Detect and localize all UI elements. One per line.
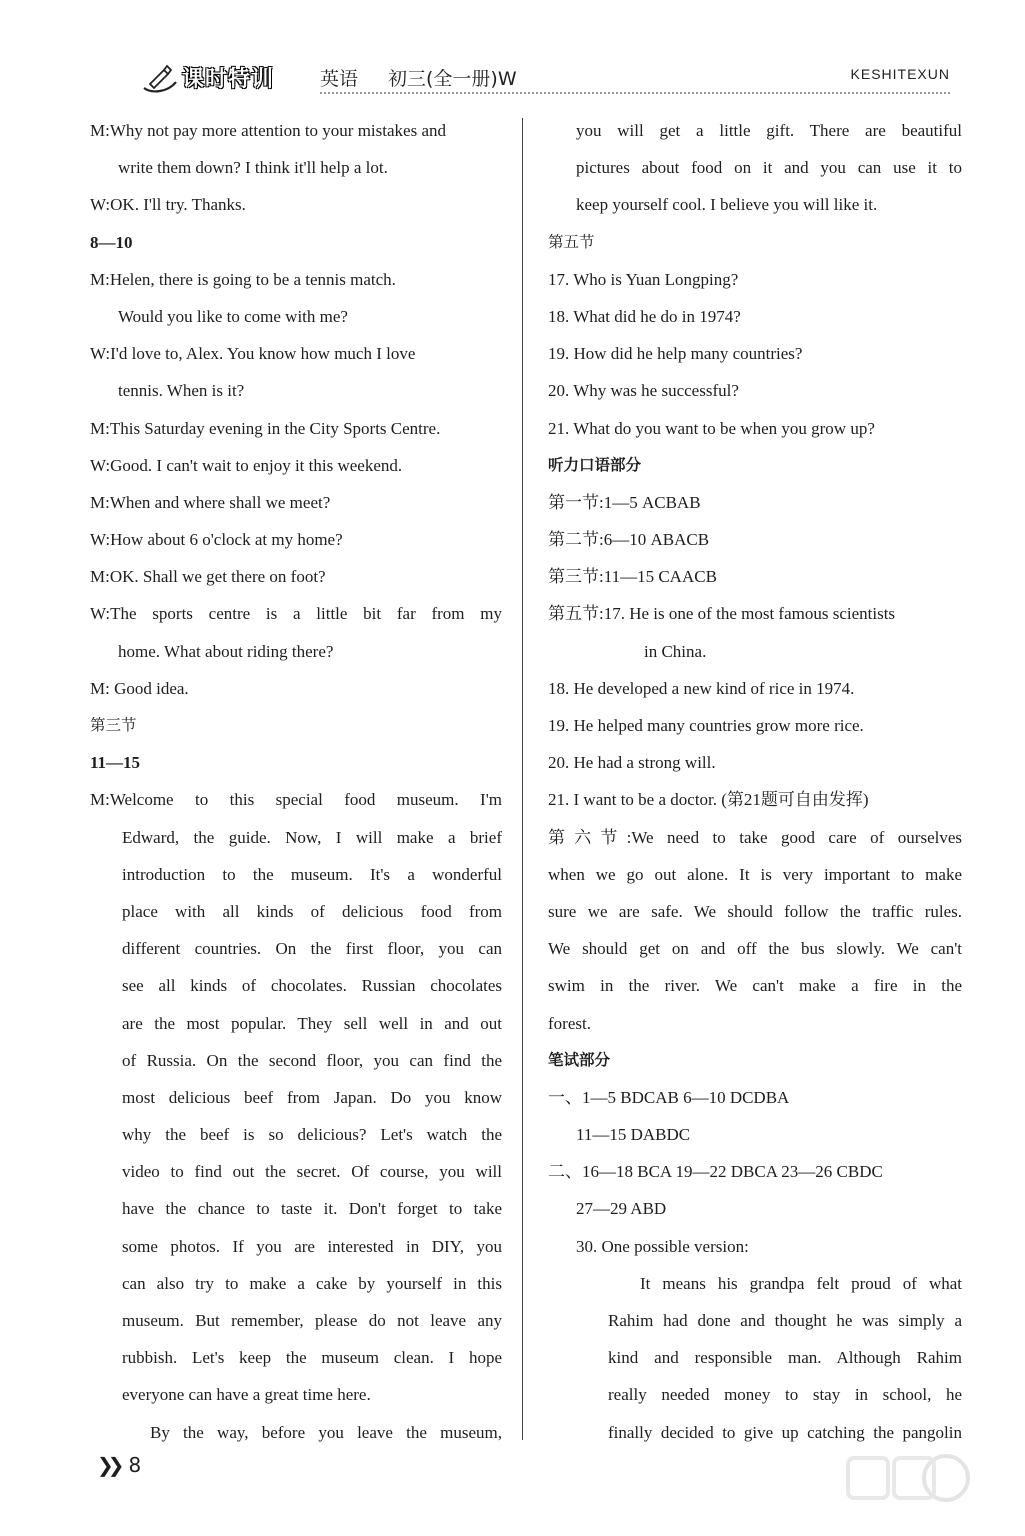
left-text-line: place with all kinds of delicious food from: [122, 901, 502, 921]
left-text-line: are the most popular. They sell well in and out: [122, 1013, 502, 1033]
right-text-line: 二、16—18 BCA 19—22 DBCA 23—26 CBDC: [548, 1162, 883, 1182]
left-text-line: W:Good. I can't wait to enjoy it this weekend.: [90, 455, 403, 475]
right-text-line: 21. What do you want to be when you grow up?: [548, 418, 875, 438]
right-text-line: 21. I want to be a doctor. (第21题可自由发挥): [548, 790, 869, 810]
left-text-line: museum. But remember, please do not leave any: [122, 1311, 502, 1330]
left-text-line: some photos. If you are interested in DIY, you: [122, 1236, 502, 1256]
left-text-line: tennis. When is it?: [118, 381, 245, 401]
left-text-line: introduction to the museum. It's a wonderful: [122, 864, 502, 884]
right-text-line: in China.: [644, 641, 707, 661]
subject-label: 英语: [320, 68, 359, 90]
left-text-line: of Russia. On the second floor, you can find the: [122, 1050, 502, 1070]
right-text-line: kind and responsible man. Although Rahim: [608, 1348, 962, 1368]
right-text-line: 11—15 DABDC: [576, 1125, 691, 1145]
left-text-line: 8—10: [90, 232, 133, 252]
series-logo: 课时特训: [182, 67, 275, 92]
left-text-line: W:The sports centre is a little bit far from my: [90, 604, 502, 624]
right-text-line: 17. Who is Yuan Longping?: [548, 269, 739, 289]
right-text-line: when we go out alone. It is very important to make: [548, 864, 962, 884]
right-text-line: 第五节: [548, 232, 595, 251]
right-text-line: 18. What did he do in 1974?: [548, 306, 741, 326]
right-text-line: 20. Why was he successful?: [548, 381, 739, 401]
left-text-line: W:How about 6 o'clock at my home?: [90, 530, 343, 550]
right-text-line: you will get a little gift. There are beautiful: [576, 121, 962, 140]
right-text-line: 19. He helped many countries grow more rice.: [548, 716, 864, 735]
grade-label: 初三(全一册)W: [388, 68, 517, 90]
right-text-line: really needed money to stay in school, he: [608, 1385, 962, 1405]
double-chevron-icon: ❯❯: [97, 1453, 119, 1477]
watermark-stamp-icon: [842, 1440, 972, 1530]
left-text-line: M:Welcome to this special food museum. I'm: [90, 790, 502, 810]
page-number: [97, 1453, 141, 1477]
left-text-line: M: Good idea.: [90, 678, 189, 698]
right-text-line: 第六节:We need to take good care of ourselves: [548, 827, 962, 847]
right-text-line: keep yourself cool. I believe you will like it.: [576, 195, 878, 215]
left-column: [90, 112, 502, 1451]
right-text-line: It means his grandpa felt proud of what: [640, 1273, 962, 1293]
brand-label: KESHITEXUN: [850, 66, 950, 82]
left-text-line: see all kinds of chocolates. Russian chocolates: [122, 976, 502, 996]
right-column: [548, 112, 962, 1451]
right-text-line: 第三节:11—15 CAACB: [548, 567, 717, 587]
left-text-line: different countries. On the first floor, you can: [122, 939, 502, 959]
right-text-line: pictures about food on it and you can use it to: [576, 158, 962, 178]
right-text-line: sure we are safe. We should follow the traffic rules.: [548, 901, 962, 921]
right-text-line: 笔试部分: [548, 1050, 611, 1069]
right-text-line: 27—29 ABD: [576, 1199, 667, 1219]
left-text-line: M:Why not pay more attention to your mistakes and: [90, 121, 446, 140]
left-text-line: can also try to make a cake by yourself in this: [122, 1273, 502, 1293]
right-text-line: We should get on and off the bus slowly. We can't: [548, 939, 962, 959]
right-text-line: 20. He had a strong will.: [548, 753, 716, 773]
left-text-line: Would you like to come with me?: [118, 306, 348, 326]
left-text-line: write them down? I think it'll help a lot.: [118, 158, 388, 178]
left-text-line: most delicious beef from Japan. Do you know: [122, 1087, 502, 1107]
right-text-line: 18. He developed a new kind of rice in 1974.: [548, 678, 855, 698]
left-text-line: have the chance to taste it. Don't forget to take: [122, 1199, 502, 1219]
left-text-line: M:When and where shall we meet?: [90, 492, 331, 512]
left-text-line: 第三节: [90, 716, 137, 734]
page-header: [90, 58, 950, 100]
header-divider: [320, 92, 950, 94]
left-text-line: video to find out the secret. Of course, you will: [122, 1162, 502, 1182]
left-text-line: rubbish. Let's keep the museum clean. I hope: [122, 1348, 502, 1368]
right-text-line: swim in the river. We can't make a fire in the: [548, 976, 962, 996]
right-text-line: 30. One possible version:: [576, 1236, 749, 1256]
left-text-line: home. What about riding there?: [118, 641, 334, 661]
column-divider: [522, 118, 523, 1440]
left-text-line: M:Helen, there is going to be a tennis match.: [90, 269, 396, 289]
right-text-line: 19. How did he help many countries?: [548, 344, 803, 364]
right-text-line: 第一节:1—5 ACBAB: [548, 492, 701, 512]
right-text-line: finally decided to give up catching the pangolin: [608, 1422, 962, 1442]
right-text-line: 第五节:17. He is one of the most famous scientists: [548, 604, 896, 624]
left-text-line: W:OK. I'll try. Thanks.: [90, 195, 246, 215]
left-text-line: M:OK. Shall we get there on foot?: [90, 567, 326, 587]
left-text-line: 11—15: [90, 753, 141, 773]
right-text-line: 一、1—5 BDCAB 6—10 DCDBA: [548, 1087, 790, 1107]
right-text-line: Rahim had done and thought he was simply a: [608, 1311, 962, 1330]
left-text-line: By the way, before you leave the museum,: [150, 1422, 502, 1442]
left-text-line: why the beef is so delicious? Let's watch the: [122, 1125, 502, 1145]
left-text-line: M:This Saturday evening in the City Sports Centre.: [90, 418, 441, 438]
left-text-line: Edward, the guide. Now, I will make a brief: [122, 827, 502, 847]
left-text-line: W:I'd love to, Alex. You know how much I love: [90, 344, 416, 364]
right-text-line: forest.: [548, 1013, 591, 1033]
pen-swoosh-icon: [142, 64, 178, 94]
left-text-line: everyone can have a great time here.: [122, 1385, 371, 1405]
right-text-line: 第二节:6—10 ABACB: [548, 530, 710, 550]
page-number-text: 8: [128, 1453, 142, 1477]
right-text-line: 听力口语部分: [548, 455, 642, 474]
